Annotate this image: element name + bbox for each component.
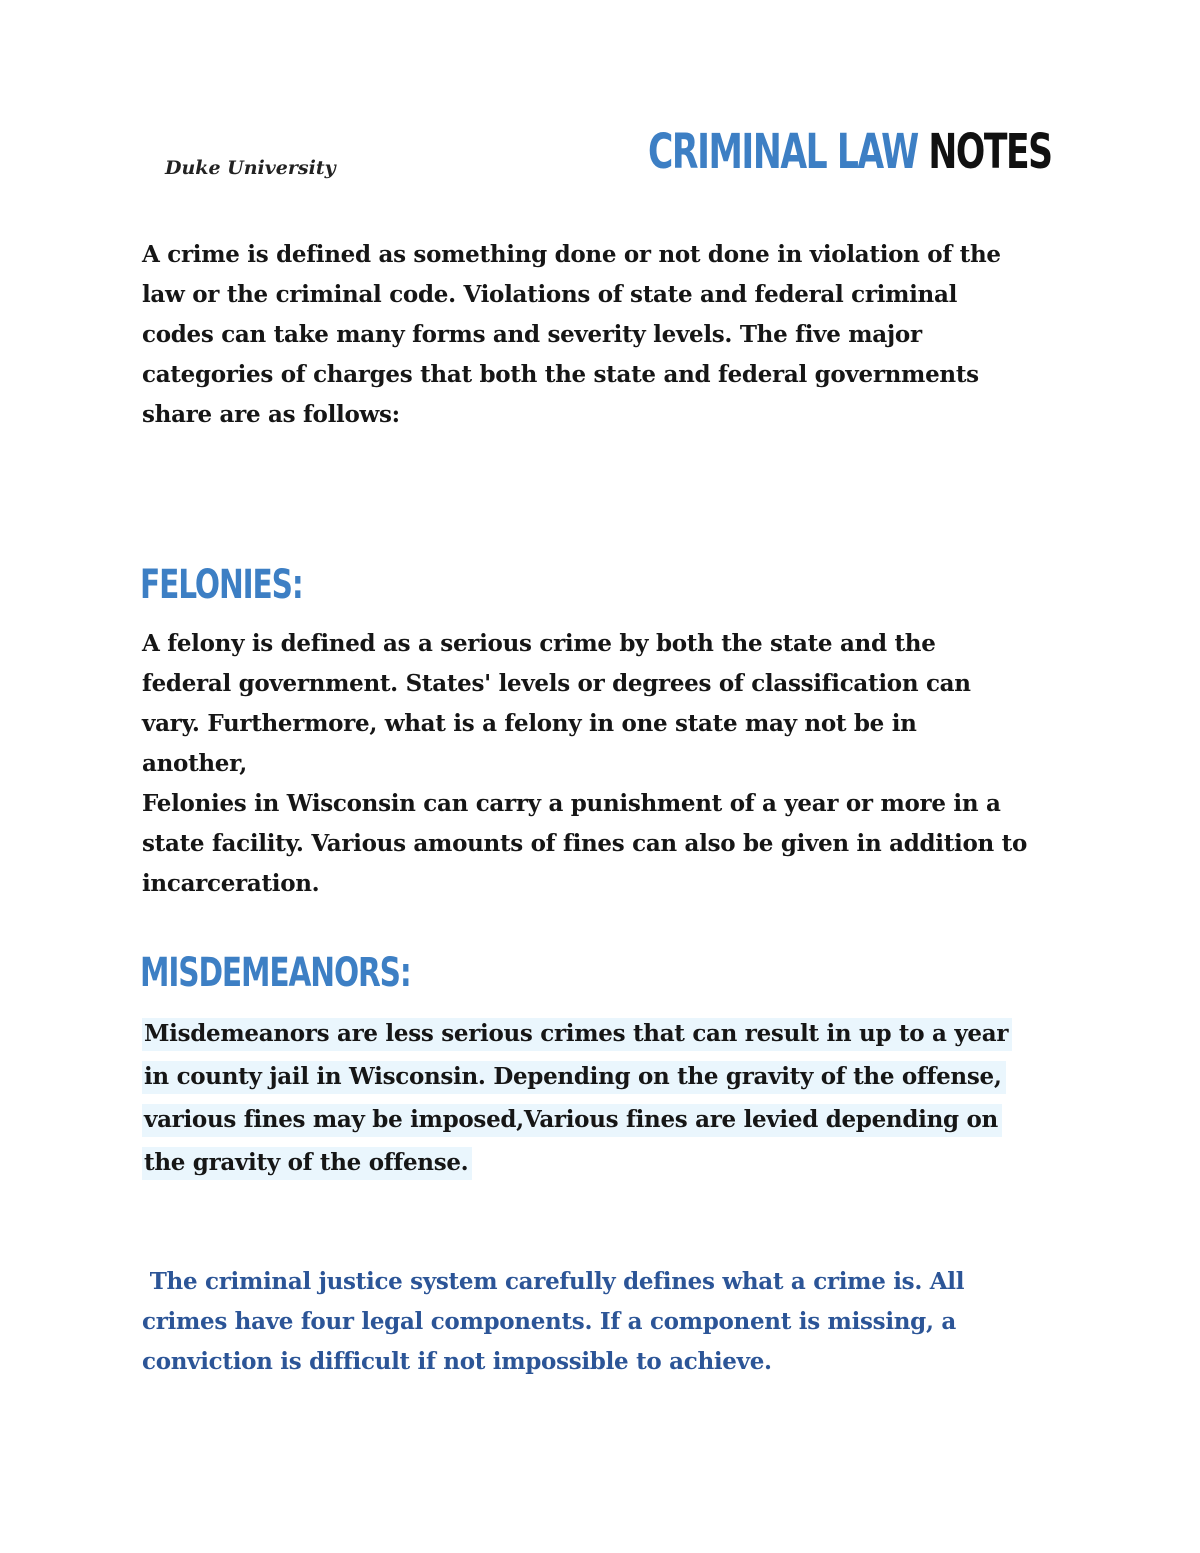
felonies-line: incarceration. (142, 870, 320, 897)
misdemeanors-line (142, 1141, 1062, 1184)
felonies-line: A felony is defined as a serious crime by both the state and the (142, 630, 936, 657)
felonies-line: state facility. Various amounts of fines can also be given in addition to (142, 830, 1028, 857)
document-title (648, 124, 1052, 180)
intro-line: A crime is defined as something done or not done in violation of the (142, 241, 1001, 268)
intro-line: share are as follows: (142, 401, 400, 428)
intro-line: categories of charges that both the state and federal governments (142, 361, 979, 388)
felonies-line: vary. Furthermore, what is a felony in one state may not be in (142, 710, 917, 737)
title-rest: NOTES (928, 124, 1052, 180)
misdemeanors-heading: MISDEMEANORS: (140, 950, 411, 996)
highlighted-text: Misdemeanors are less serious crimes that can result in up to a year (142, 1018, 1012, 1051)
misdemeanors-line (142, 1012, 1062, 1055)
components-line: conviction is difficult if not impossible to achieve. (142, 1348, 772, 1375)
school-name: Duke University (165, 157, 336, 179)
highlighted-text: various fines may be imposed,Various fines are levied depending on (142, 1104, 1002, 1137)
misdemeanors-line (142, 1055, 1062, 1098)
felonies-line: another, (142, 750, 247, 777)
felonies-line: federal government. States' levels or degrees of classification can (142, 670, 971, 697)
highlighted-text: in county jail in Wisconsin. Depending on the gravity of the offense, (142, 1061, 1006, 1094)
intro-paragraph (142, 235, 1062, 435)
misdemeanors-line (142, 1098, 1062, 1141)
felonies-line: Felonies in Wisconsin can carry a punishment of a year or more in a (142, 790, 1001, 817)
felonies-heading: FELONIES: (140, 562, 303, 608)
felonies-paragraph (142, 624, 1062, 904)
components-line: crimes have four legal components. If a component is missing, a (142, 1308, 956, 1335)
components-paragraph (142, 1262, 1062, 1382)
components-line: The criminal justice system carefully defines what a crime is. All (142, 1268, 965, 1295)
highlighted-text: the gravity of the offense. (142, 1147, 472, 1180)
intro-line: law or the criminal code. Violations of state and federal criminal (142, 281, 958, 308)
intro-line: codes can take many forms and severity levels. The five major (142, 321, 922, 348)
misdemeanors-paragraph (142, 1012, 1062, 1184)
title-accent: CRIMINAL LAW (648, 124, 919, 180)
